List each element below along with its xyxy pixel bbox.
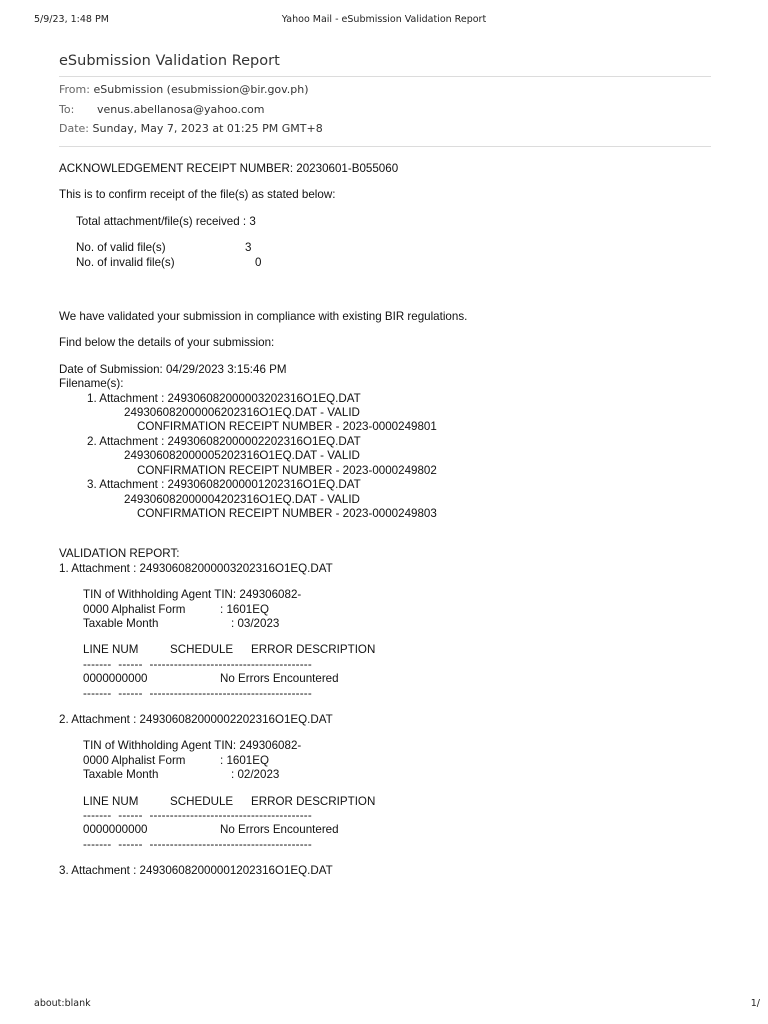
date-value: Sunday, May 7, 2023 at 01:25 PM GMT+8 [92, 122, 323, 135]
col-error-description: ERROR DESCRIPTION [251, 794, 376, 808]
filenames-label: Filename(s): [59, 377, 124, 391]
email-from-row [59, 83, 309, 96]
confirmation-receipt-line: CONFIRMATION RECEIPT NUMBER - 2023-0000249801 [137, 420, 437, 434]
month-label: Taxable Month [83, 768, 159, 782]
email-body [59, 162, 719, 879]
valid-files-count: 3 [245, 241, 252, 255]
table-separator: ------- ------ ---------------------------------------- [83, 809, 312, 822]
form-label: 0000 Alphalist Form [83, 753, 186, 767]
error-table-header [59, 643, 719, 657]
month-label: Taxable Month [83, 616, 159, 630]
print-footer-url: about:blank [34, 998, 91, 1009]
table-separator: ------- ------ ---------------------------------------- [83, 657, 312, 671]
form-row [59, 603, 719, 617]
print-page-number: 1/ [750, 998, 760, 1009]
attachment-valid-line: 249306082000005202316O1EQ.DAT - VALID [124, 449, 360, 463]
report-attachment-line: 2. Attachment : 249306082000002202316O1EQ.DAT [59, 712, 333, 726]
row-error-description: No Errors Encountered [220, 823, 339, 837]
col-schedule: SCHEDULE [170, 643, 234, 657]
invalid-files-label: No. of invalid file(s) [76, 255, 175, 269]
attachment-valid-line: 249306082000004202316O1EQ.DAT - VALID [124, 492, 360, 506]
date-label: Date: [59, 122, 89, 135]
form-label: 0000 Alphalist Form [83, 602, 186, 616]
month-row [59, 768, 719, 782]
details-line: Find below the details of your submission: [59, 336, 275, 350]
col-schedule: SCHEDULE [170, 794, 234, 808]
col-error-description: ERROR DESCRIPTION [251, 643, 376, 657]
row-error-description: No Errors Encountered [220, 672, 339, 686]
submission-date-line: Date of Submission: 04/29/2023 3:15:46 PM [59, 362, 287, 376]
confirmation-receipt-line: CONFIRMATION RECEIPT NUMBER - 2023-0000249803 [137, 506, 437, 520]
confirmation-receipt-line: CONFIRMATION RECEIPT NUMBER - 2023-0000249802 [137, 463, 437, 477]
table-separator: ------- ------ ---------------------------------------- [83, 686, 312, 700]
email-date-row [59, 122, 323, 135]
row-line-num: 0000000000 [83, 672, 148, 686]
attachment-valid-line: 249306082000006202316O1EQ.DAT - VALID [124, 406, 360, 420]
header-divider-bottom [59, 146, 711, 147]
invalid-files-count: 0 [255, 255, 262, 269]
valid-files-label: No. of valid file(s) [76, 241, 166, 255]
email-subject: eSubmission Validation Report [59, 53, 280, 69]
attachment-line: 2. Attachment : 249306082000002202316O1EQ.DAT [87, 434, 361, 448]
print-datetime: 5/9/23, 1:48 PM [34, 14, 109, 25]
attachment-line: 3. Attachment : 249306082000001202316O1EQ.DAT [87, 478, 361, 492]
to-label: To: [59, 103, 75, 116]
form-row [59, 754, 719, 768]
month-value: : 02/2023 [231, 768, 280, 782]
month-row [59, 617, 719, 631]
email-to-row [59, 103, 265, 116]
ack-receipt-line: ACKNOWLEDGEMENT RECEIPT NUMBER: 20230601-B055060 [59, 162, 399, 175]
form-value: : 1601EQ [220, 753, 269, 767]
form-value: : 1601EQ [220, 602, 269, 616]
error-table-header [59, 795, 719, 809]
to-value[interactable]: venus.abellanosa@yahoo.com [97, 103, 265, 116]
from-label: From: [59, 83, 90, 96]
error-table-row [59, 672, 719, 686]
col-line-num: LINE NUM [83, 643, 139, 657]
attachment-line: 1. Attachment : 249306082000003202316O1EQ.DAT [87, 391, 361, 405]
confirm-line: This is to confirm receipt of the file(s) as stated below: [59, 188, 336, 202]
tin-line: TIN of Withholding Agent TIN: 249306082- [83, 739, 302, 753]
from-value[interactable]: eSubmission (esubmission@bir.gov.ph) [93, 83, 309, 96]
invalid-files-row [59, 256, 719, 270]
col-line-num: LINE NUM [83, 794, 139, 808]
header-divider-top [59, 76, 711, 77]
report-attachment-line: 1. Attachment : 249306082000003202316O1EQ.DAT [59, 561, 333, 575]
error-table-row [59, 823, 719, 837]
print-page-title: Yahoo Mail - eSubmission Validation Report [281, 14, 487, 25]
total-files-line: Total attachment/file(s) received : 3 [76, 214, 256, 228]
validated-line: We have validated your submission in compliance with existing BIR regulations. [59, 310, 468, 324]
valid-files-row [59, 241, 719, 255]
table-separator: ------- ------ ---------------------------------------- [83, 837, 312, 851]
validation-report-label: VALIDATION REPORT: [59, 547, 180, 561]
tin-line: TIN of Withholding Agent TIN: 249306082- [83, 588, 302, 602]
row-line-num: 0000000000 [83, 823, 148, 837]
report-attachment-line: 3. Attachment : 249306082000001202316O1EQ.DAT [59, 864, 333, 878]
month-value: : 03/2023 [231, 616, 280, 630]
